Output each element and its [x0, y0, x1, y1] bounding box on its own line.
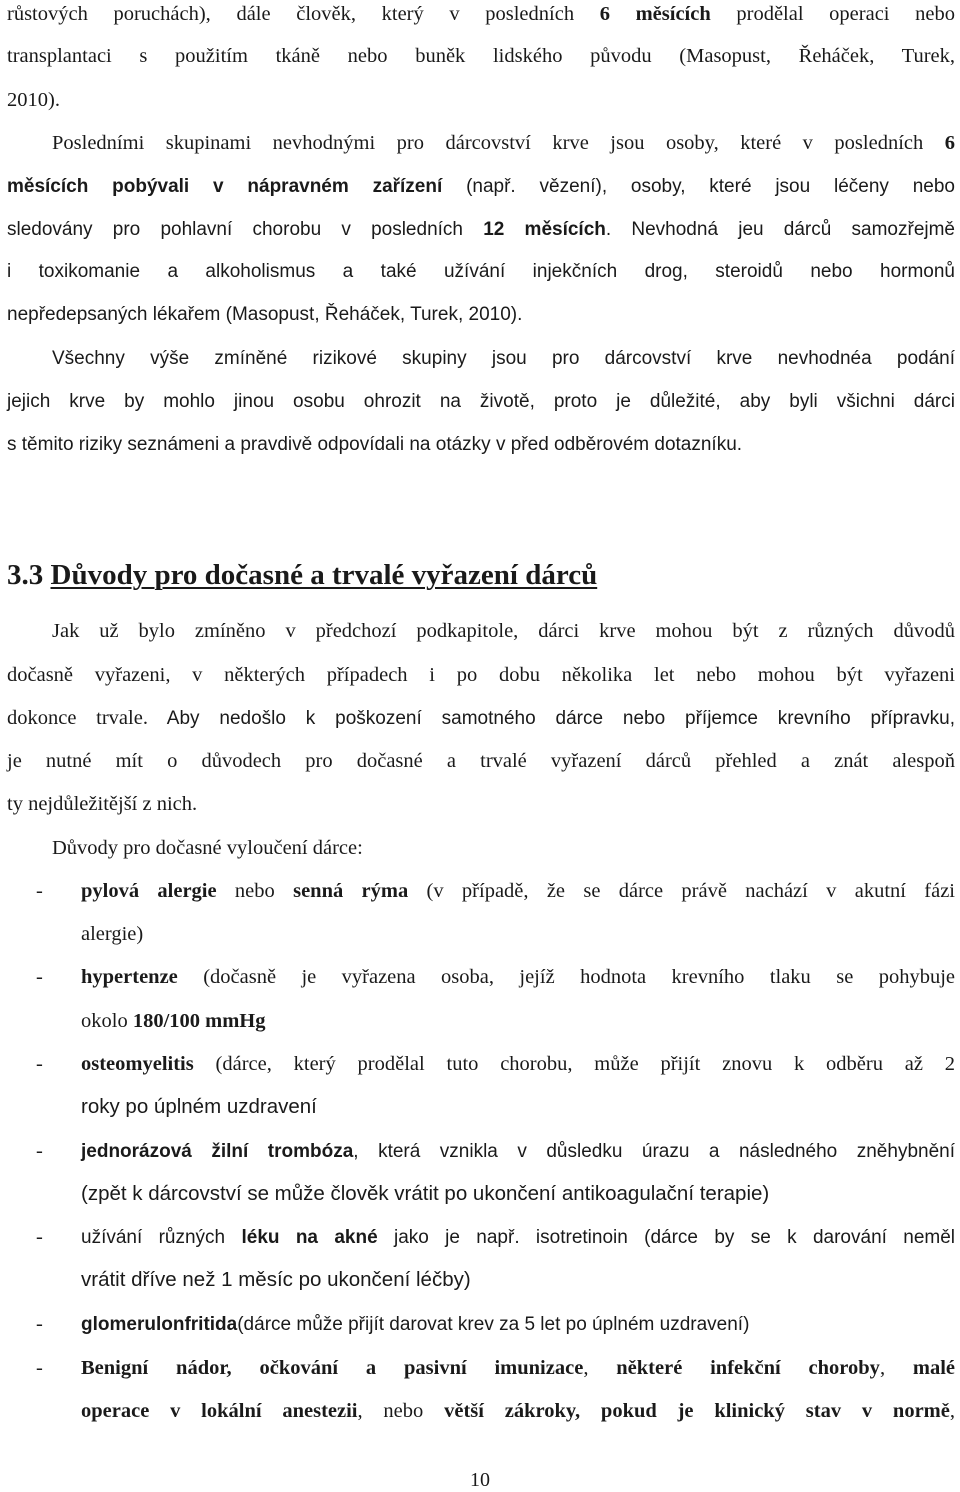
paragraph-1-line-3: 2010). [7, 89, 60, 111]
paragraph-3-line-2: jejich krve by mohlo jinou osobu ohrozit na životě, proto je důležité, aby byli všichni dárci [7, 391, 955, 412]
list-item-7-line-1: Benigní nádor, očkování a pasivní imunizace, některé infekční choroby, malé [81, 1357, 956, 1379]
paragraph-2-line-4: i toxikomanie a alkoholismus a také užívání injekčních drog, steroidů nebo hormonů [7, 261, 955, 282]
list-intro: Důvody pro dočasné vyloučení dárce: [52, 837, 363, 859]
list-item-3-line-2: roky po úplném uzdravení [81, 1095, 317, 1118]
paragraph-2-line-3: sledovány pro pohlavní chorobu v posledních 12 měsících. Nevhodná jeu dárců samozřejmě [7, 219, 955, 240]
list-item-2-line-2: okolo 180/100 mmHg [81, 1010, 266, 1032]
list-item-2-line-1: hypertenze (dočasně je vyřazena osoba, jejíž hodnota krevního tlaku se pohybuje [81, 966, 955, 988]
paragraph-3-line-1: Všechny výše zmíněné rizikové skupiny jsou pro dárcovství krve nevhodnéa podání [52, 348, 955, 369]
paragraph-4-line-4: je nutné mít o důvodech pro dočasné a trvalé vyřazení dárců přehled a znát alespoň [7, 750, 955, 772]
paragraph-1-line-2: transplantaci s použitím tkáně nebo buněk lidského původu (Masopust, Řeháček, Turek, [7, 45, 955, 67]
list-item-3-line-1: osteomyelitis (dárce, který prodělal tuto chorobu, může přijít znovu k odběru až 2 [81, 1053, 955, 1075]
list-bullet: - [36, 880, 43, 902]
list-item-6: glomerulonfritida(dárce může přijít darovat krev za 5 let po úplném uzdravení) [81, 1314, 750, 1335]
paragraph-4-line-2: dočasně vyřazeni, v některých případech i po dobu několika let nebo mohou být vyřazeni [7, 664, 955, 686]
list-bullet: - [36, 1357, 43, 1379]
list-bullet: - [36, 1313, 43, 1335]
paragraph-2-line-5: nepředepsaných lékařem (Masopust, Řeháček, Turek, 2010). [7, 304, 523, 325]
paragraph-4-line-1: Jak už bylo zmíněno v předchozí podkapitole, dárci krve mohou být z různých důvodů [52, 620, 955, 642]
list-bullet: - [36, 966, 43, 988]
paragraph-1-line-1: růstových poruchách), dále člověk, který v posledních 6 měsících prodělal operaci nebo [7, 3, 955, 25]
list-item-4-line-1: jednorázová žilní trombóza, která vznikla v důsledku úrazu a následného zněhybnění [81, 1141, 955, 1162]
list-item-5-line-2: vrátit dříve než 1 měsíc po ukončení léčby) [81, 1268, 471, 1291]
list-item-1-line-1: pylová alergie nebo senná rýma (v případě, že se dárce právě nachází v akutní fázi [81, 880, 955, 902]
list-bullet: - [36, 1140, 43, 1162]
paragraph-4-line-3: dokonce trvale. Aby nedošlo k poškození samotného dárce nebo příjemce krevního přípravku, [7, 707, 955, 729]
paragraph-2-line-2: měsících pobývali v nápravném zařízení (např. vězení), osoby, které jsou léčeny nebo [7, 176, 955, 197]
paragraph-2-line-1: Posledními skupinami nevhodnými pro dárcovství krve jsou osoby, které v posledních 6 [52, 132, 955, 154]
list-bullet: - [36, 1053, 43, 1075]
list-bullet: - [36, 1226, 43, 1248]
page-number: 10 [470, 1469, 490, 1491]
section-title: Důvody pro dočasné a trvalé vyřazení dárců [50, 559, 598, 591]
section-heading [7, 557, 597, 593]
list-item-1-line-2: alergie) [81, 923, 144, 945]
paragraph-4-line-5: ty nejdůležitější z nich. [7, 793, 198, 815]
list-item-5-line-1: užívání různých léku na akné jako je např. isotretinoin (dárce by se k darování neměl [81, 1227, 955, 1248]
list-item-7-line-2: operace v lokální anestezii, nebo větší zákroky, pokud je klinický stav v normě, [81, 1400, 955, 1422]
list-item-4-line-2: (zpět k dárcovství se může člověk vrátit po ukončení antikoagulační terapie) [81, 1182, 770, 1205]
paragraph-3-line-3: s těmito riziky seznámeni a pravdivě odpovídali na otázky v před odběrovém dotazníku. [7, 434, 743, 455]
section-number: 3.3 [7, 559, 44, 591]
